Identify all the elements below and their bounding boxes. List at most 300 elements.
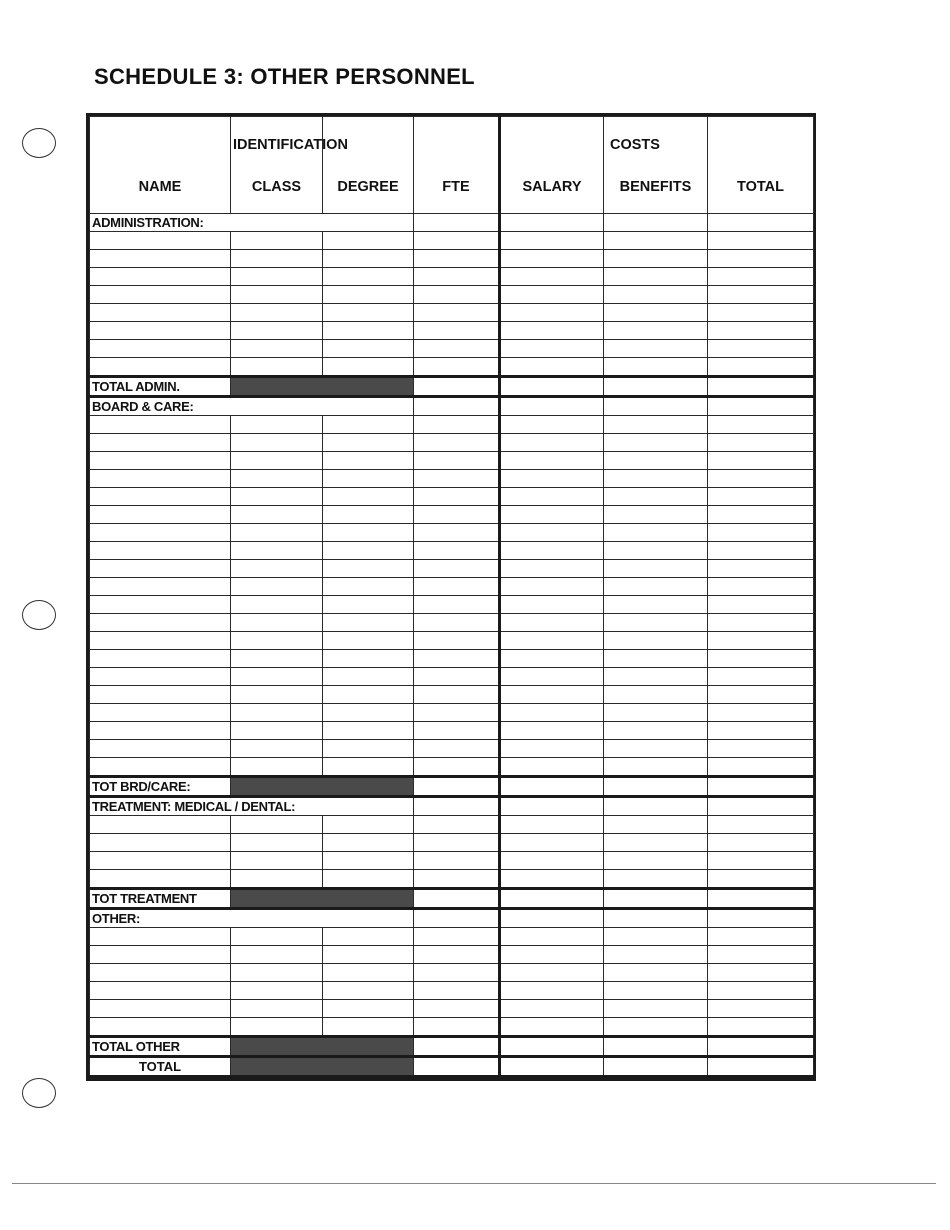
cell-benefits[interactable] (604, 250, 708, 268)
cell-total[interactable] (708, 542, 814, 560)
cell-salary[interactable] (500, 632, 604, 650)
cell-fte[interactable] (414, 542, 500, 560)
cell-salary[interactable] (500, 650, 604, 668)
cell-degree[interactable] (323, 340, 414, 358)
cell-benefits[interactable] (604, 946, 708, 964)
cell-total[interactable] (708, 232, 814, 250)
cell-fte[interactable] (414, 416, 500, 434)
cell-salary[interactable] (500, 488, 604, 506)
cell-name[interactable] (90, 416, 231, 434)
cell-fte[interactable] (414, 506, 500, 524)
cell-name[interactable] (90, 322, 231, 340)
cell-fte[interactable] (414, 704, 500, 722)
cell-benefits[interactable] (604, 758, 708, 777)
cell-salary (500, 377, 604, 397)
cell-total[interactable] (708, 668, 814, 686)
section-total-label: TOTAL ADMIN. (90, 377, 231, 397)
cell-salary[interactable] (500, 560, 604, 578)
cell-class[interactable] (231, 686, 323, 704)
cell-total[interactable] (708, 358, 814, 377)
cell-class[interactable] (231, 758, 323, 777)
cell-degree[interactable] (323, 578, 414, 596)
cell-degree[interactable] (323, 686, 414, 704)
cell-fte[interactable] (414, 740, 500, 758)
cell-degree[interactable] (323, 632, 414, 650)
cell-benefits[interactable] (604, 686, 708, 704)
cell-total[interactable] (708, 614, 814, 632)
cell-salary[interactable] (500, 816, 604, 834)
cell-salary[interactable] (500, 578, 604, 596)
cell-name[interactable] (90, 232, 231, 250)
cell-benefits[interactable] (604, 524, 708, 542)
cell-name[interactable] (90, 946, 231, 964)
shaded-cell (231, 889, 414, 909)
cell-salary[interactable] (500, 340, 604, 358)
cell-salary[interactable] (500, 452, 604, 470)
cell-benefits[interactable] (604, 834, 708, 852)
cell-degree[interactable] (323, 852, 414, 870)
cell-class[interactable] (231, 470, 323, 488)
cell-salary[interactable] (500, 268, 604, 286)
cell-salary[interactable] (500, 740, 604, 758)
cell-benefits[interactable] (604, 722, 708, 740)
cell-degree[interactable] (323, 506, 414, 524)
cell-degree[interactable] (323, 740, 414, 758)
cell-salary[interactable] (500, 434, 604, 452)
cell-benefits[interactable] (604, 542, 708, 560)
cell-fte[interactable] (414, 322, 500, 340)
cell-class[interactable] (231, 632, 323, 650)
cell-name[interactable] (90, 982, 231, 1000)
cell-fte[interactable] (414, 834, 500, 852)
cell-total (708, 377, 814, 397)
cell-benefits[interactable] (604, 340, 708, 358)
cell-total[interactable] (708, 488, 814, 506)
cell-degree[interactable] (323, 268, 414, 286)
cell-benefits[interactable] (604, 704, 708, 722)
cell-salary[interactable] (500, 614, 604, 632)
cell-benefits (604, 397, 708, 416)
cell-degree[interactable] (323, 722, 414, 740)
cell-salary[interactable] (500, 686, 604, 704)
cell-name[interactable] (90, 614, 231, 632)
cell-salary (500, 909, 604, 928)
cell-benefits[interactable] (604, 982, 708, 1000)
cell-degree[interactable] (323, 452, 414, 470)
cell-fte (414, 797, 500, 816)
cell-salary[interactable] (500, 524, 604, 542)
cell-salary[interactable] (500, 1018, 604, 1037)
cell-total (708, 214, 814, 232)
cell-name[interactable] (90, 452, 231, 470)
entry-row (90, 358, 814, 377)
cell-class[interactable] (231, 982, 323, 1000)
cell-fte[interactable] (414, 632, 500, 650)
cell-class[interactable] (231, 506, 323, 524)
cell-degree[interactable] (323, 416, 414, 434)
cell-fte[interactable] (414, 340, 500, 358)
cell-total[interactable] (708, 470, 814, 488)
cell-total[interactable] (708, 250, 814, 268)
cell-class[interactable] (231, 542, 323, 560)
cell-benefits[interactable] (604, 740, 708, 758)
cell-benefits (604, 377, 708, 397)
entry-row (90, 982, 814, 1000)
cell-name[interactable] (90, 434, 231, 452)
costs-group-label: COSTS (610, 137, 660, 153)
cell-name[interactable] (90, 578, 231, 596)
cell-name[interactable] (90, 722, 231, 740)
cell-salary[interactable] (500, 470, 604, 488)
cell-benefits[interactable] (604, 268, 708, 286)
shaded-cell (231, 1037, 414, 1057)
entry-row (90, 704, 814, 722)
cell-name[interactable] (90, 268, 231, 286)
cell-total[interactable] (708, 946, 814, 964)
cell-total[interactable] (708, 650, 814, 668)
cell-benefits[interactable] (604, 488, 708, 506)
cell-name[interactable] (90, 560, 231, 578)
cell-fte[interactable] (414, 286, 500, 304)
cell-class[interactable] (231, 340, 323, 358)
cell-fte[interactable] (414, 488, 500, 506)
cell-salary[interactable] (500, 358, 604, 377)
cell-class[interactable] (231, 834, 323, 852)
cell-benefits[interactable] (604, 614, 708, 632)
cell-name[interactable] (90, 1000, 231, 1018)
cell-class[interactable] (231, 722, 323, 740)
cell-salary[interactable] (500, 704, 604, 722)
cell-fte[interactable] (414, 928, 500, 946)
cell-degree[interactable] (323, 232, 414, 250)
cell-degree[interactable] (323, 488, 414, 506)
cell-degree[interactable] (323, 322, 414, 340)
cell-salary[interactable] (500, 982, 604, 1000)
cell-degree[interactable] (323, 964, 414, 982)
cell-benefits[interactable] (604, 506, 708, 524)
cell-salary[interactable] (500, 232, 604, 250)
cell-total[interactable] (708, 928, 814, 946)
cell-name[interactable] (90, 542, 231, 560)
cell-fte[interactable] (414, 686, 500, 704)
cell-total[interactable] (708, 596, 814, 614)
cell-degree[interactable] (323, 946, 414, 964)
cell-fte[interactable] (414, 758, 500, 777)
cell-name[interactable] (90, 632, 231, 650)
cell-total[interactable] (708, 834, 814, 852)
cell-fte[interactable] (414, 470, 500, 488)
cell-degree[interactable] (323, 928, 414, 946)
cell-class[interactable] (231, 1018, 323, 1037)
cell-degree[interactable] (323, 470, 414, 488)
cell-salary[interactable] (500, 946, 604, 964)
cell-salary[interactable] (500, 668, 604, 686)
cell-benefits[interactable] (604, 596, 708, 614)
cell-total[interactable] (708, 286, 814, 304)
cell-salary[interactable] (500, 542, 604, 560)
cell-name[interactable] (90, 650, 231, 668)
cell-total[interactable] (708, 816, 814, 834)
cell-total[interactable] (708, 852, 814, 870)
cell-class[interactable] (231, 816, 323, 834)
cell-degree[interactable] (323, 1000, 414, 1018)
cell-fte[interactable] (414, 524, 500, 542)
cell-degree[interactable] (323, 614, 414, 632)
cell-fte[interactable] (414, 964, 500, 982)
cell-total[interactable] (708, 304, 814, 322)
cell-total[interactable] (708, 452, 814, 470)
column-header-degree: DEGREE (323, 117, 414, 214)
cell-class[interactable] (231, 852, 323, 870)
cell-name[interactable] (90, 964, 231, 982)
cell-salary[interactable] (500, 834, 604, 852)
cell-class[interactable] (231, 946, 323, 964)
cell-benefits[interactable] (604, 852, 708, 870)
cell-fte[interactable] (414, 596, 500, 614)
cell-benefits[interactable] (604, 1000, 708, 1018)
cell-class[interactable] (231, 740, 323, 758)
cell-name[interactable] (90, 488, 231, 506)
cell-name[interactable] (90, 470, 231, 488)
entry-row (90, 232, 814, 250)
cell-benefits[interactable] (604, 416, 708, 434)
binder-hole-middle (22, 600, 56, 630)
entry-row (90, 816, 814, 834)
cell-total[interactable] (708, 1000, 814, 1018)
cell-total[interactable] (708, 268, 814, 286)
cell-total[interactable] (708, 632, 814, 650)
cell-name[interactable] (90, 250, 231, 268)
cell-salary[interactable] (500, 852, 604, 870)
cell-name[interactable] (90, 286, 231, 304)
cell-class[interactable] (231, 524, 323, 542)
cell-benefits[interactable] (604, 870, 708, 889)
cell-name[interactable] (90, 340, 231, 358)
cell-class[interactable] (231, 304, 323, 322)
cell-total[interactable] (708, 722, 814, 740)
personnel-table (89, 116, 814, 1078)
cell-fte[interactable] (414, 232, 500, 250)
cell-salary[interactable] (500, 596, 604, 614)
cell-name[interactable] (90, 506, 231, 524)
cell-total[interactable] (708, 560, 814, 578)
cell-class[interactable] (231, 870, 323, 889)
cell-fte[interactable] (414, 852, 500, 870)
cell-class[interactable] (231, 560, 323, 578)
cell-fte[interactable] (414, 250, 500, 268)
shaded-cell (231, 777, 414, 797)
cell-total[interactable] (708, 870, 814, 889)
cell-fte[interactable] (414, 650, 500, 668)
cell-class[interactable] (231, 358, 323, 377)
cell-class[interactable] (231, 668, 323, 686)
cell-name[interactable] (90, 834, 231, 852)
cell-class[interactable] (231, 488, 323, 506)
cell-degree[interactable] (323, 434, 414, 452)
cell-total[interactable] (708, 964, 814, 982)
cell-salary[interactable] (500, 506, 604, 524)
cell-degree[interactable] (323, 668, 414, 686)
cell-class[interactable] (231, 596, 323, 614)
cell-class[interactable] (231, 928, 323, 946)
cell-name[interactable] (90, 304, 231, 322)
cell-degree[interactable] (323, 650, 414, 668)
cell-name[interactable] (90, 816, 231, 834)
cell-name[interactable] (90, 668, 231, 686)
cell-benefits[interactable] (604, 304, 708, 322)
cell-class[interactable] (231, 964, 323, 982)
cell-class[interactable] (231, 452, 323, 470)
cell-benefits[interactable] (604, 816, 708, 834)
cell-degree[interactable] (323, 542, 414, 560)
cell-degree[interactable] (323, 286, 414, 304)
entry-row (90, 834, 814, 852)
cell-benefits[interactable] (604, 452, 708, 470)
cell-class[interactable] (231, 286, 323, 304)
cell-degree[interactable] (323, 834, 414, 852)
cell-fte[interactable] (414, 560, 500, 578)
cell-name[interactable] (90, 1018, 231, 1037)
cell-benefits[interactable] (604, 434, 708, 452)
cell-degree[interactable] (323, 524, 414, 542)
cell-total[interactable] (708, 704, 814, 722)
cell-fte[interactable] (414, 358, 500, 377)
cell-class[interactable] (231, 1000, 323, 1018)
cell-name[interactable] (90, 758, 231, 777)
section-total-row (90, 377, 814, 397)
section-total-label: TOT BRD/CARE: (90, 777, 231, 797)
cell-fte[interactable] (414, 946, 500, 964)
cell-benefits[interactable] (604, 560, 708, 578)
cell-benefits[interactable] (604, 322, 708, 340)
cell-salary[interactable] (500, 1000, 604, 1018)
cell-class[interactable] (231, 578, 323, 596)
cell-total[interactable] (708, 506, 814, 524)
cell-name[interactable] (90, 704, 231, 722)
cell-benefits[interactable] (604, 286, 708, 304)
cell-name[interactable] (90, 928, 231, 946)
cell-fte[interactable] (414, 614, 500, 632)
cell-total[interactable] (708, 434, 814, 452)
cell-fte[interactable] (414, 982, 500, 1000)
cell-total[interactable] (708, 524, 814, 542)
grand-total-label: TOTAL (90, 1057, 231, 1077)
cell-class[interactable] (231, 268, 323, 286)
cell-benefits[interactable] (604, 578, 708, 596)
cell-benefits[interactable] (604, 964, 708, 982)
cell-degree[interactable] (323, 560, 414, 578)
cell-salary[interactable] (500, 722, 604, 740)
cell-fte[interactable] (414, 816, 500, 834)
cell-total[interactable] (708, 340, 814, 358)
cell-total[interactable] (708, 416, 814, 434)
cell-class[interactable] (231, 250, 323, 268)
cell-name[interactable] (90, 686, 231, 704)
cell-benefits[interactable] (604, 928, 708, 946)
cell-degree[interactable] (323, 704, 414, 722)
cell-benefits[interactable] (604, 632, 708, 650)
cell-degree[interactable] (323, 1018, 414, 1037)
cell-degree[interactable] (323, 596, 414, 614)
cell-salary[interactable] (500, 286, 604, 304)
cell-benefits[interactable] (604, 358, 708, 377)
cell-fte[interactable] (414, 668, 500, 686)
cell-total[interactable] (708, 758, 814, 777)
cell-name[interactable] (90, 870, 231, 889)
cell-fte[interactable] (414, 1000, 500, 1018)
entry-row (90, 542, 814, 560)
cell-benefits[interactable] (604, 668, 708, 686)
entry-row (90, 740, 814, 758)
entry-row (90, 668, 814, 686)
cell-class[interactable] (231, 704, 323, 722)
cell-degree[interactable] (323, 758, 414, 777)
cell-name[interactable] (90, 852, 231, 870)
cell-total[interactable] (708, 1018, 814, 1037)
cell-fte[interactable] (414, 722, 500, 740)
cell-benefits[interactable] (604, 232, 708, 250)
cell-class[interactable] (231, 434, 323, 452)
cell-fte[interactable] (414, 268, 500, 286)
cell-degree[interactable] (323, 358, 414, 377)
cell-name[interactable] (90, 596, 231, 614)
cell-benefits[interactable] (604, 470, 708, 488)
cell-fte (414, 377, 500, 397)
cell-name[interactable] (90, 740, 231, 758)
cell-total[interactable] (708, 740, 814, 758)
column-header-benefits: COSTS BENEFITS (604, 117, 708, 214)
cell-salary[interactable] (500, 250, 604, 268)
cell-total[interactable] (708, 982, 814, 1000)
cell-name[interactable] (90, 358, 231, 377)
cell-fte[interactable] (414, 1018, 500, 1037)
cell-fte[interactable] (414, 452, 500, 470)
cell-class[interactable] (231, 416, 323, 434)
cell-total[interactable] (708, 578, 814, 596)
cell-degree[interactable] (323, 870, 414, 889)
cell-degree[interactable] (323, 816, 414, 834)
cell-benefits[interactable] (604, 650, 708, 668)
cell-total (708, 797, 814, 816)
cell-total (708, 397, 814, 416)
entry-row (90, 524, 814, 542)
cell-degree[interactable] (323, 982, 414, 1000)
cell-fte[interactable] (414, 304, 500, 322)
cell-salary (500, 797, 604, 816)
cell-class[interactable] (231, 232, 323, 250)
cell-class[interactable] (231, 322, 323, 340)
cell-name[interactable] (90, 524, 231, 542)
cell-total[interactable] (708, 322, 814, 340)
cell-fte[interactable] (414, 434, 500, 452)
cell-salary[interactable] (500, 928, 604, 946)
cell-fte[interactable] (414, 578, 500, 596)
section-label: BOARD & CARE: (90, 397, 414, 416)
cell-total[interactable] (708, 686, 814, 704)
cell-class[interactable] (231, 614, 323, 632)
cell-salary[interactable] (500, 870, 604, 889)
cell-salary[interactable] (500, 758, 604, 777)
cell-salary[interactable] (500, 304, 604, 322)
cell-fte[interactable] (414, 870, 500, 889)
cell-salary[interactable] (500, 322, 604, 340)
cell-degree[interactable] (323, 304, 414, 322)
cell-class[interactable] (231, 650, 323, 668)
cell-salary[interactable] (500, 964, 604, 982)
cell-degree[interactable] (323, 250, 414, 268)
cell-benefits[interactable] (604, 1018, 708, 1037)
cell-salary[interactable] (500, 416, 604, 434)
